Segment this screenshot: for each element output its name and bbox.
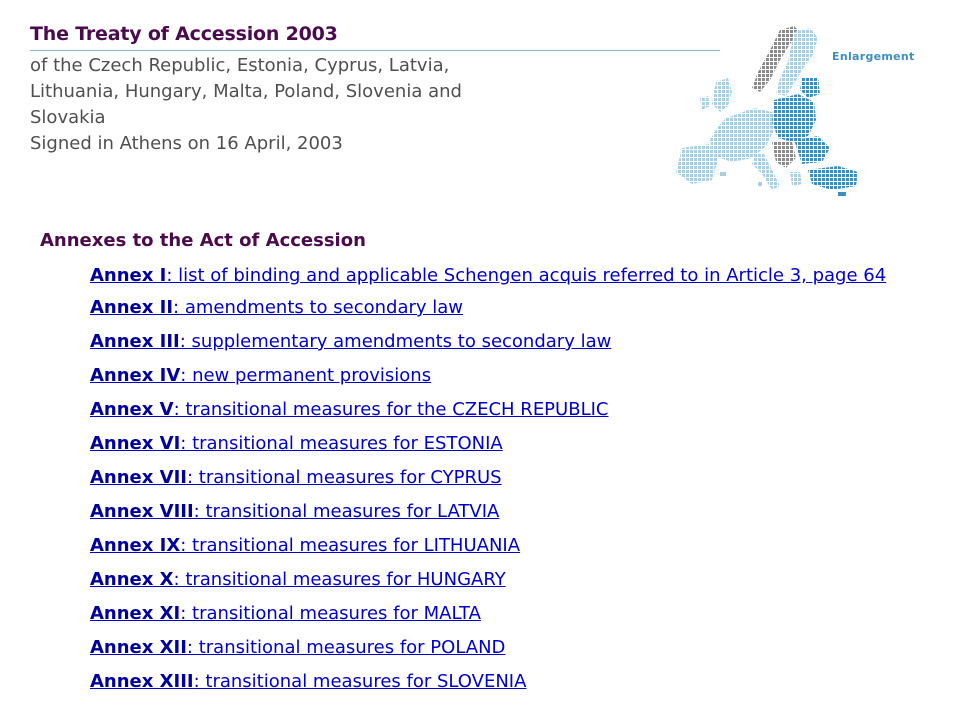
annex-v-link[interactable] [90,399,608,420]
annex-i-link[interactable] [90,265,886,286]
list-item [90,398,940,422]
annex-description: : new permanent provisions [180,365,432,386]
subtitle-line: Slovakia [30,107,106,128]
annex-label: Annex XIII [90,671,194,692]
list-item [90,296,940,320]
annex-label: Annex X [90,569,174,590]
header-divider [30,50,720,51]
annex-iii-link[interactable] [90,331,611,352]
annex-description: : transitional measures for POLAND [186,637,506,658]
annex-description: : transitional measures for LATVIA [193,501,500,522]
treaty-title: The Treaty of Accession 2003 [30,23,338,45]
annex-xi-link[interactable] [90,603,481,624]
list-item [90,264,940,288]
annex-description: : list of binding and applicable Schengen acquis referred to in Article 3, page 64 [166,265,887,286]
annex-description: : transitional measures for the CZECH REPUBLIC [173,399,609,420]
annex-vi-link[interactable] [90,433,503,454]
enlargement-badge: Enlargement [832,50,915,63]
subtitle-line: Lithuania, Hungary, Malta, Poland, Slovenia and [30,81,462,102]
annex-description: : transitional measures for LITHUANIA [180,535,521,556]
annex-ii-link[interactable] [90,297,463,318]
list-item [90,568,940,592]
list-item [90,364,940,388]
annex-viii-link[interactable] [90,501,499,522]
annex-description: : transitional measures for HUNGARY [173,569,506,590]
annex-label: Annex III [90,331,180,352]
list-item [90,432,940,456]
annex-list [90,264,940,704]
annex-label: Annex VI [90,433,181,454]
annex-xii-link[interactable] [90,637,505,658]
annex-ix-link[interactable] [90,535,520,556]
europe-map-image [662,22,862,202]
annex-label: Annex XII [90,637,187,658]
treaty-header [30,22,720,157]
annexes-section-title: Annexes to the Act of Accession [40,230,366,251]
list-item [90,636,940,660]
list-item [90,670,940,694]
annex-label: Annex VII [90,467,187,488]
annex-description: : transitional measures for CYPRUS [186,467,502,488]
annex-label: Annex V [90,399,174,420]
annex-iv-link[interactable] [90,365,431,386]
annex-description: : transitional measures for SLOVENIA [193,671,527,692]
europe-map-graphic [662,22,862,202]
list-item [90,466,940,490]
subtitle-line: of the Czech Republic, Estonia, Cyprus, Latvia, [30,55,450,76]
annex-label: Annex IV [90,365,181,386]
annex-xiii-link[interactable] [90,671,526,692]
list-item [90,330,940,354]
treaty-subtitle [30,53,630,157]
annex-description: : transitional measures for MALTA [180,603,481,624]
annex-label: Annex XI [90,603,181,624]
annex-description: : transitional measures for ESTONIA [180,433,503,454]
annex-label: Annex VIII [90,501,194,522]
list-item [90,534,940,558]
annex-label: Annex IX [90,535,181,556]
annex-description: : amendments to secondary law [173,297,464,318]
annex-description: : supplementary amendments to secondary law [179,331,612,352]
annex-label: Annex II [90,297,174,318]
list-item [90,602,940,626]
annex-vii-link[interactable] [90,467,502,488]
annex-x-link[interactable] [90,569,506,590]
annex-label: Annex I [90,265,167,286]
list-item [90,500,940,524]
signed-date-line: Signed in Athens on 16 April, 2003 [30,133,343,154]
